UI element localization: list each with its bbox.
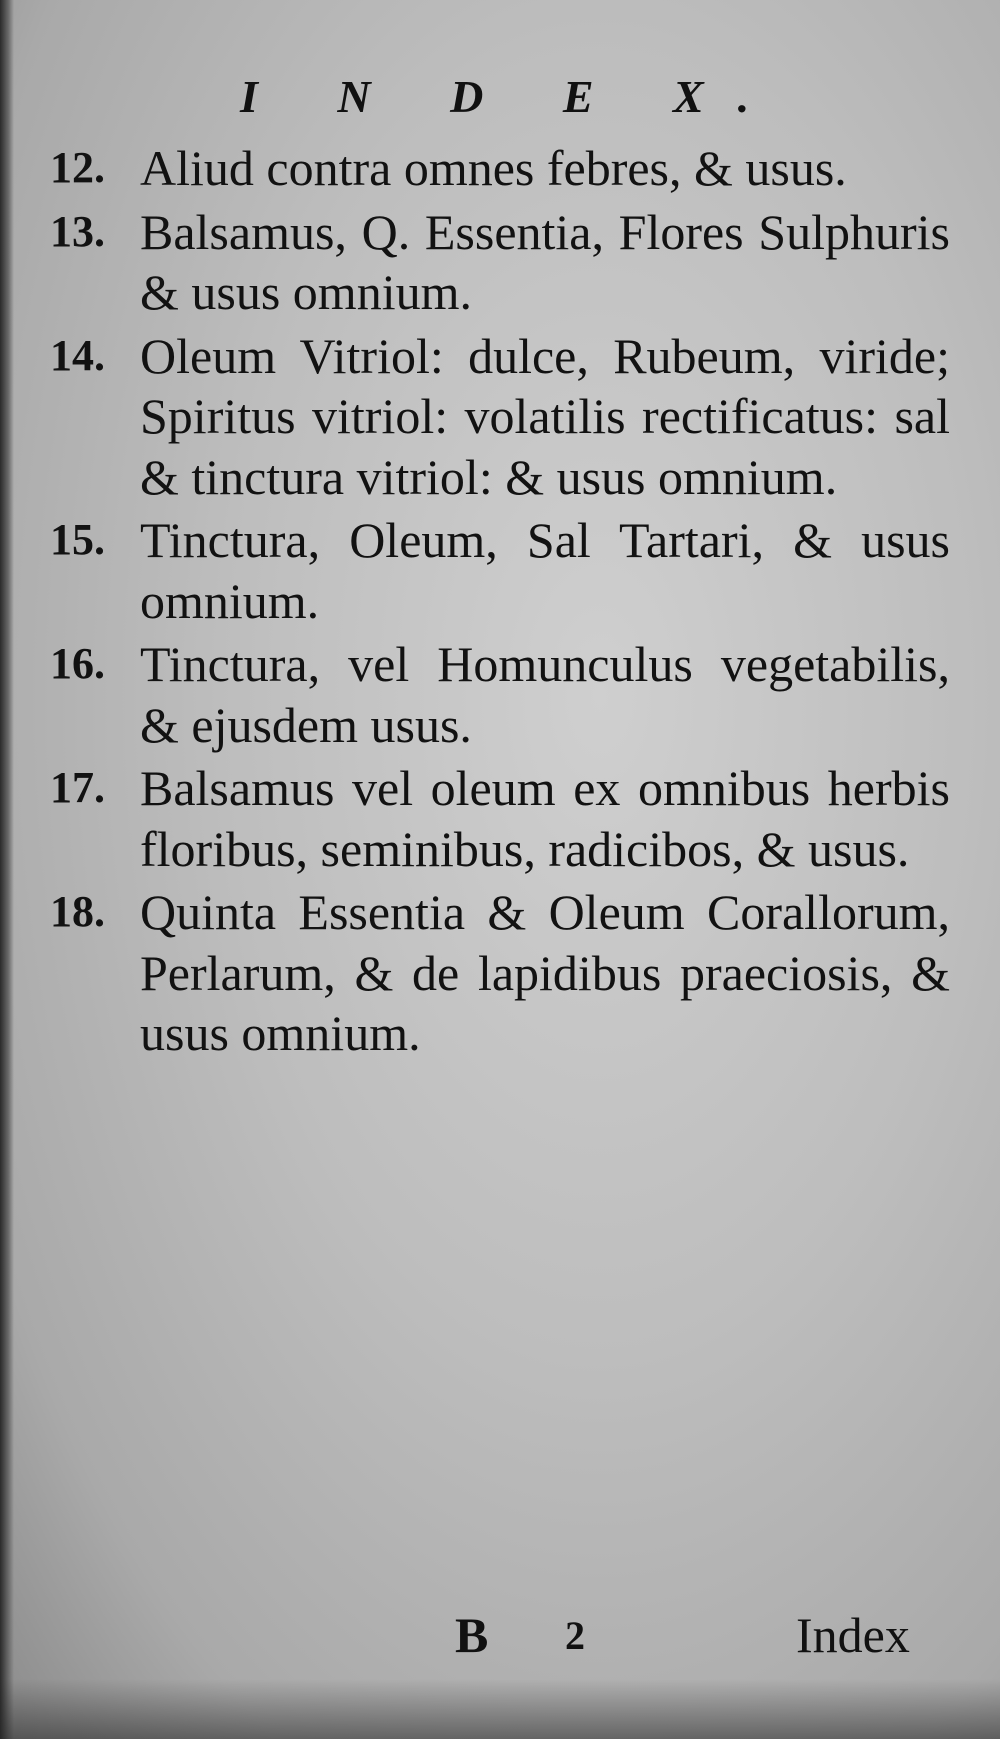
index-entry-14 — [50, 326, 950, 508]
entry-text: Balsamus, Q. Essentia, Flores Sulphuris & usus omnium. — [140, 203, 950, 320]
page-bottom-shadow — [0, 1679, 1000, 1739]
entry-number: 16. — [50, 639, 105, 688]
entry-text: Tinctura, Oleum, Sal Tartari, & usus omnium. — [140, 512, 950, 629]
entry-text: Tinctura, vel Homunculus vegetabilis, & ejusdem usus. — [140, 636, 950, 753]
page-footer — [0, 1606, 1000, 1676]
entry-number: 12. — [50, 143, 105, 192]
entry-number: 18. — [50, 887, 105, 936]
index-entry-16 — [50, 634, 950, 755]
entry-text: Oleum Vitriol: dulce, Rubeum, viride; Spiritus vitriol: volatilis rectificatus: sal & tinctura vitriol: & usus omnium. — [140, 327, 950, 505]
index-entry-12 — [50, 138, 950, 199]
catchword: Index — [796, 1607, 910, 1663]
index-entries — [50, 138, 950, 1067]
page-gutter-shadow — [0, 0, 14, 1739]
entry-text: Quinta Essentia & Oleum Corallorum, Perlarum, & de lapidibus praeciosis, & usus omnium. — [140, 884, 950, 1061]
page-title: I N D E X. — [240, 71, 784, 122]
entry-number: 15. — [50, 515, 105, 564]
index-entry-18 — [50, 882, 950, 1064]
index-entry-15 — [50, 510, 950, 631]
signature-mark-number: 2 — [565, 1613, 585, 1658]
entry-number: 17. — [50, 763, 105, 812]
signature-mark-letter: B — [455, 1607, 489, 1663]
index-entry-17 — [50, 758, 950, 879]
entry-text: Balsamus vel oleum ex omnibus herbis floribus, seminibus, radicibos, & usus. — [140, 760, 950, 877]
entry-text: Aliud contra omnes febres, & usus. — [140, 140, 847, 196]
entry-number: 14. — [50, 330, 105, 380]
entry-number: 13. — [50, 206, 105, 256]
index-entry-13 — [50, 202, 950, 323]
